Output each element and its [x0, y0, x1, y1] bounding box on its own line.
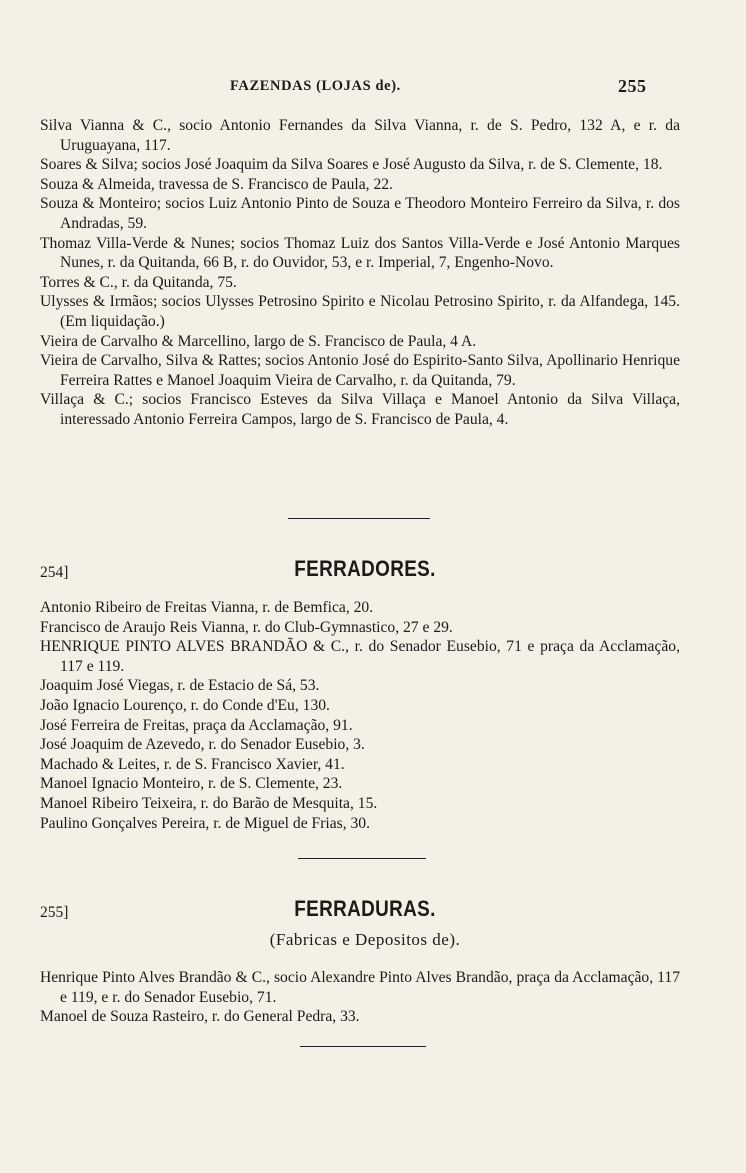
- section-title: FERRADURAS.: [294, 896, 436, 921]
- list-entry: José Ferreira de Freitas, praça da Acclamação, 91.: [40, 716, 353, 734]
- list-entry: José Joaquim de Azevedo, r. do Senador Eusebio, 3.: [40, 736, 365, 754]
- list-entry: Torres & C., r. da Quitanda, 75.: [40, 273, 237, 291]
- section-header-ferraduras: [40, 896, 690, 960]
- list-entry: Antonio Ribeiro de Freitas Vianna, r. de Bemfica, 20.: [40, 599, 374, 616]
- page-header: [0, 78, 746, 102]
- list-entry: Joaquim José Viegas, r. de Estacio de Sá, 53.: [40, 677, 320, 695]
- section-divider: [288, 518, 430, 519]
- section-number: 255]: [40, 904, 69, 921]
- list-entry: Ulysses & Irmãos; socios Ulysses Petrosino Spirito e Nicolau Petrosino Spirito, r. da Alfandega, 145. (Em liquidação.): [40, 293, 680, 330]
- ferradores-entries: [40, 598, 680, 833]
- list-entry: HENRIQUE PINTO ALVES BRANDÃO & C., r. do Senador Eusebio, 71 e praça da Acclamação, 117 e 119.: [40, 638, 680, 675]
- section-title: FERRADORES.: [294, 556, 436, 581]
- list-entry: Soares & Silva; socios José Joaquim da Silva Soares e José Augusto da Silva, r. de S. Clemente, 18.: [40, 156, 663, 174]
- section-divider: [298, 858, 426, 859]
- ferraduras-entries: [40, 968, 680, 1027]
- list-entry: Silva Vianna & C., socio Antonio Fernandes da Silva Vianna, r. de S. Pedro, 132 A, e r. da Uruguayana, 117.: [40, 117, 680, 154]
- section-number: 254]: [40, 564, 69, 581]
- list-entry: Souza & Almeida, travessa de S. Francisco de Paula, 22.: [40, 175, 393, 193]
- list-entry: Manoel Ignacio Monteiro, r. de S. Clemente, 23.: [40, 775, 343, 793]
- list-entry: Manoel de Souza Rasteiro, r. do General Pedra, 33.: [40, 1008, 360, 1026]
- list-entry: Villaça & C.; socios Francisco Esteves da Silva Villaça e Manoel Antonio da Silva Villaça, interessado Antonio Ferreira Campos, largo de S. Francisco de Paula, 4.: [40, 391, 680, 428]
- list-entry: Thomaz Villa-Verde & Nunes; socios Thomaz Luiz dos Santos Villa-Verde e José Antonio Marques Nunes, r. da Quitanda, 66 B, r. do Ouvidor, 53, e r. Imperial, 7, Engenho-Novo.: [40, 234, 680, 272]
- list-entry: Manoel Ribeiro Teixeira, r. do Barão de Mesquita, 15.: [40, 794, 378, 812]
- page-number: 255: [618, 76, 647, 96]
- list-entry: João Ignacio Lourenço, r. do Conde d'Eu, 130.: [40, 696, 330, 714]
- list-entry: Henrique Pinto Alves Brandão & C., socio Alexandre Pinto Alves Brandão, praça da Acclamação, 117 e 119, e r. do Senador Eusebio, 71.: [40, 969, 680, 1006]
- list-entry: Paulino Gonçalves Pereira, r. de Miguel de Frias, 30.: [40, 814, 370, 832]
- list-entry: Souza & Monteiro; socios Luiz Antonio Pinto de Souza e Theodoro Monteiro Ferreiro da Silva, r. dos Andradas, 59.: [40, 195, 680, 232]
- section-header-ferradores: [40, 556, 690, 586]
- list-entry: Vieira de Carvalho & Marcellino, largo de S. Francisco de Paula, 4 A.: [40, 332, 477, 350]
- section-subtitle: (Fabricas e Depositos de).: [269, 930, 461, 949]
- section-divider: [300, 1046, 426, 1047]
- list-entry: Francisco de Araujo Reis Vianna, r. do Club-Gymnastico, 27 e 29.: [40, 618, 453, 636]
- fazendas-entries: [40, 116, 680, 430]
- list-entry: Machado & Leites, r. de S. Francisco Xavier, 41.: [40, 755, 345, 773]
- list-entry: Vieira de Carvalho, Silva & Rattes; socios Antonio José do Espirito-Santo Silva, Apollinario Henrique Ferreira Rattes e Manoel Joaquim Vieira de Carvalho, r. da Quitanda, 79.: [40, 352, 680, 389]
- running-title: FAZENDAS (LOJAS de).: [230, 78, 401, 94]
